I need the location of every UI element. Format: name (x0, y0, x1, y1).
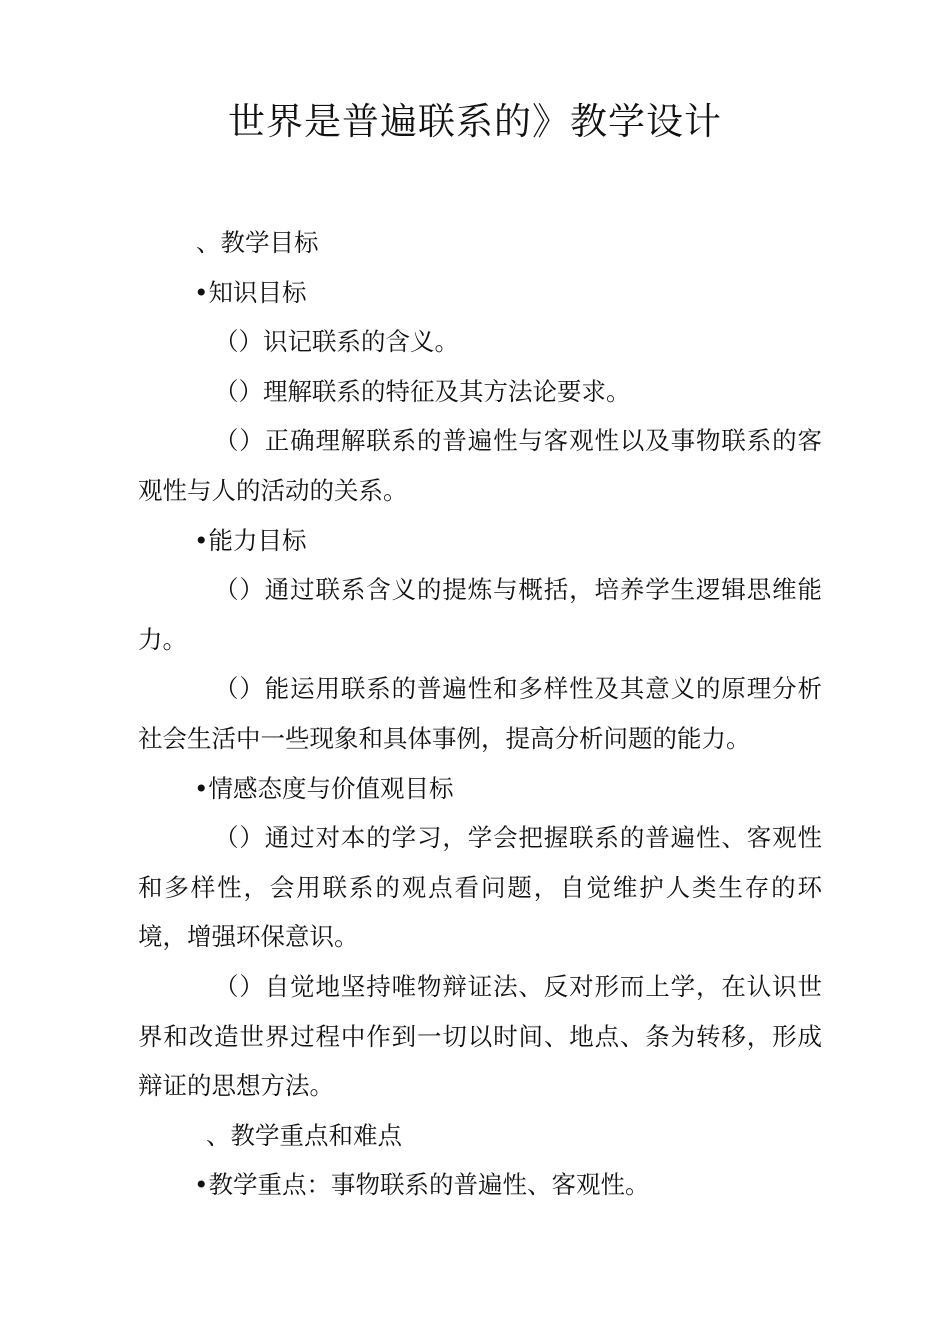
key-point-item: •教学重点：事物联系的普遍性、客观性。 (194, 1170, 650, 1200)
knowledge-goal-item: （）识记联系的含义。 (214, 327, 459, 357)
subheading-emotion-goal: •情感态度与价值观目标 (194, 773, 454, 803)
ability-goal-item: （）能运用联系的普遍性和多样性及其意义的原理分析社会生活中一些现象和具体事例，提高分析问题的能力。 (138, 674, 822, 753)
document-body (138, 218, 822, 1210)
emotion-goal-item: （）通过对本的学习，学会把握联系的普遍性、客观性和多样性，会用联系的观点看问题，自觉维护人类生存的环境，增强环保意识。 (138, 823, 822, 952)
knowledge-goal-item: （）理解联系的特征及其方法论要求。 (214, 376, 631, 406)
section-heading-teaching-goals: 、教学目标 (196, 228, 319, 257)
ability-goal-item: （）通过联系含义的提炼与概括，培养学生逻辑思维能力。 (138, 575, 822, 654)
section-heading-key-points: 、教学重点和难点 (206, 1120, 402, 1150)
subheading-knowledge-goal: •知识目标 (194, 277, 307, 307)
document-title: 世界是普遍联系的》教学设计 (228, 100, 722, 143)
emotion-goal-item: （）自觉地坚持唯物辩证法、反对形而上学，在认识世界和改造世界过程中作到一切以时间、地点、条为转移，形成辩证的思想方法。 (138, 971, 822, 1101)
subheading-ability-goal: •能力目标 (194, 525, 307, 555)
knowledge-goal-item: （）正确理解联系的普遍性与客观性以及事物联系的客观性与人的活动的关系。 (138, 426, 822, 505)
